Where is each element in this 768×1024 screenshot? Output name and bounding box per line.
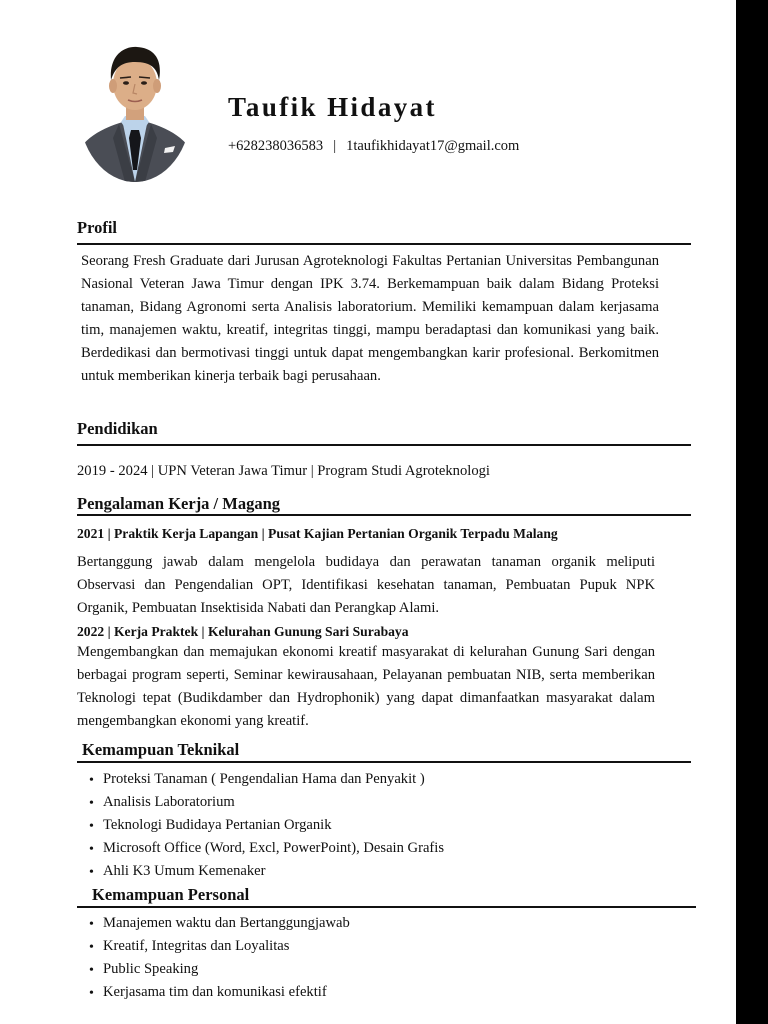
list-item: • Ahli K3 Umum Kemenaker [89, 860, 444, 883]
job-heading: 2022 | Kerja Praktek | Kelurahan Gunung Sari Surabaya [77, 624, 409, 639]
list-item: • Public Speaking [89, 958, 350, 981]
section-title-profile: Profil [77, 218, 118, 237]
section-divider [77, 761, 691, 763]
profile-photo [79, 38, 191, 182]
education-entry: 2019 - 2024 | UPN Veteran Jawa Timur | Program Studi Agroteknologi [77, 463, 490, 479]
section-divider [77, 514, 691, 516]
list-item: • Analisis Laboratorium [89, 791, 444, 814]
profile-summary: Seorang Fresh Graduate dari Jurusan Agroteknologi Fakultas Pertanian Universitas Pembangunan Nasional Veteran Jawa Timur dengan IPK 3.74. Berkemampuan baik dalam Bidang Proteksi tanaman, Bidang Agronomi serta Analisis laboratorium. Memiliki kemampuan dalam kerjasama tim, manajemen waktu, kreatif, integritas tinggi, mampu beradaptasi dan komunikasi yang baik. Berdedikasi dan bermotivasi tinggi untuk dapat mengembangkan karir profesional. Berkomitmen untuk memberikan kinerja terbaik bagi perusahaan. [81, 253, 659, 384]
section-title-experience: Pengalaman Kerja / Magang [77, 494, 281, 513]
list-item: • Manajemen waktu dan Bertanggungjawab [89, 912, 350, 935]
contact-separator: | [333, 138, 337, 154]
personal-skills-list [89, 912, 350, 1004]
section-divider [77, 906, 696, 908]
email-address: 1taufikhidayat17@gmail.com [346, 138, 520, 154]
section-title-technical-skills: Kemampuan Teknikal [82, 740, 240, 759]
job-heading: 2021 | Praktik Kerja Lapangan | Pusat Kajian Pertanian Organik Terpadu Malang [77, 526, 558, 541]
viewer-edge [736, 0, 768, 1024]
list-item: • Proteksi Tanaman ( Pengendalian Hama dan Penyakit ) [89, 768, 444, 791]
list-item: • Teknologi Budidaya Pertanian Organik [89, 814, 444, 837]
section-divider [77, 444, 691, 446]
list-item: • Kerjasama tim dan komunikasi efektif [89, 981, 350, 1004]
phone-number: +628238036583 [228, 138, 324, 154]
contact-info [228, 138, 519, 155]
candidate-name: Taufik Hidayat [228, 92, 437, 122]
section-title-personal-skills: Kemampuan Personal [92, 885, 250, 904]
section-divider [77, 243, 691, 245]
technical-skills-list [89, 768, 444, 883]
section-title-education: Pendidikan [77, 419, 158, 438]
job-description: Mengembangkan dan memajukan ekonomi kreatif masyarakat di kelurahan Gunung Sari dengan berbagai program seperti, Seminar kewirausahaan, Pelayanan pembuatan NIB, serta memberikan Teknologi tepat (Budikdamber dan Hydrophonik) yang dapat dimanfaatkan masyarakat dalam mengembangkan ekonomi yang kreatif. [77, 644, 655, 729]
list-item: • Kreatif, Integritas dan Loyalitas [89, 935, 350, 958]
job-description: Bertanggung jawab dalam mengelola budidaya dan perawatan tanaman organik meliputi Observasi dan Pengendalian OPT, Identifikasi kesehatan tanaman, Pembuatan Pupuk NPK Organik, Pembuatan Insektisida Nabati dan Perangkap Alami. [77, 554, 655, 616]
person-portrait-icon [79, 38, 191, 182]
list-item: • Microsoft Office (Word, Excl, PowerPoint), Desain Grafis [89, 837, 444, 860]
